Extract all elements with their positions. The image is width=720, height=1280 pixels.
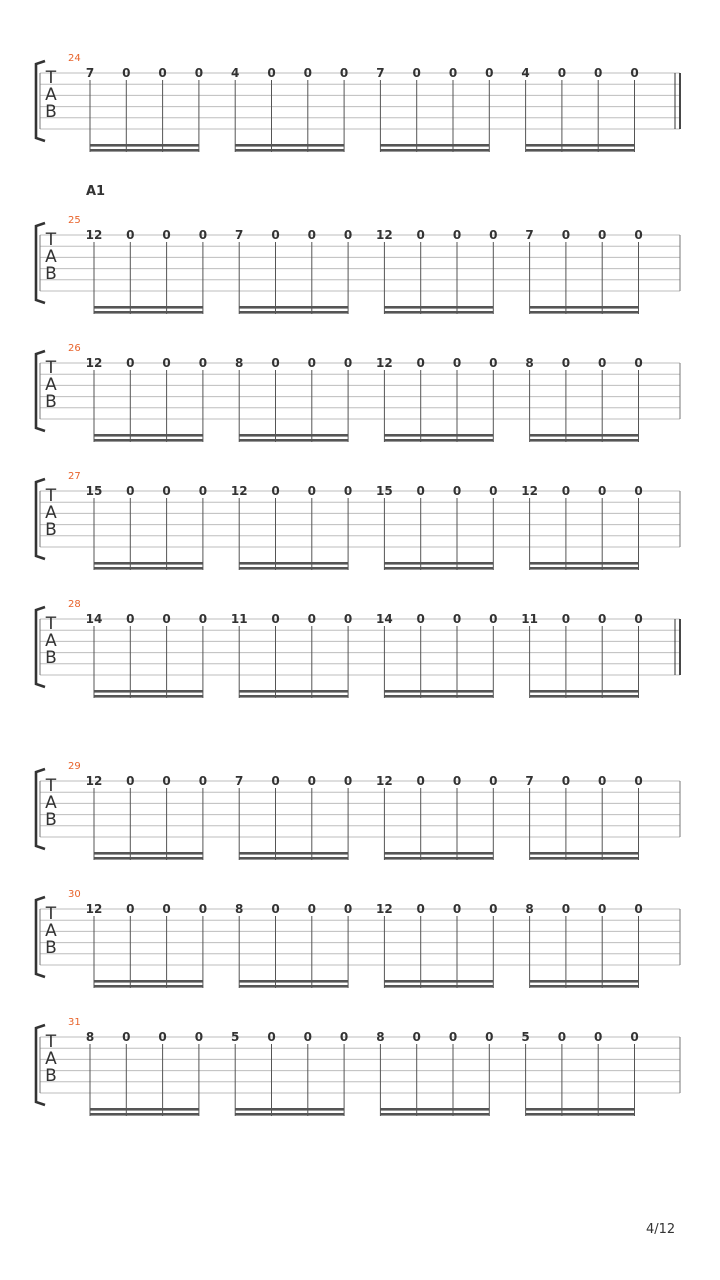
tab-clef-letter: T [45,1032,57,1052]
fret-number: 0 [416,612,425,626]
fret-number: 0 [343,902,353,916]
beam [526,1113,635,1116]
beam [239,857,348,860]
tab-clef-letter: T [45,358,57,378]
beam [239,439,348,442]
beam [384,852,493,855]
fret-number: 0 [271,356,280,370]
tab-clef-letter: B [45,520,57,540]
fret-number: 0 [489,356,498,370]
beam [239,434,348,437]
fret-number: 0 [489,484,498,498]
beam [90,1108,199,1111]
fret-number: 0 [162,484,171,498]
fret-number: 0 [452,356,462,370]
beam [239,311,348,314]
fret-number: 0 [416,228,425,242]
tab-clef-letter: T [45,614,57,634]
fret-number: 0 [343,774,353,788]
fret-number: 8 [235,356,244,370]
beam [239,695,348,698]
fret-number: 0 [339,1030,349,1044]
tab-clef-letter: A [45,793,57,813]
beam [239,852,348,855]
tab-clef-letter: B [45,810,57,830]
fret-number: 8 [85,1030,95,1044]
tab-clef-letter: B [45,392,57,412]
fret-number: 0 [122,66,131,80]
beam [530,695,639,698]
fret-number: 0 [343,612,353,626]
fret-number: 0 [271,774,280,788]
beam [530,980,639,983]
beam [530,434,639,437]
fret-number: 0 [416,774,425,788]
beam [530,852,639,855]
fret-number: 0 [561,902,571,916]
beam [94,690,203,693]
fret-number: 0 [452,228,462,242]
fret-number: 4 [231,66,240,80]
fret-number: 12 [230,484,248,498]
fret-number: 0 [489,902,498,916]
fret-number: 12 [521,484,538,498]
tab-clef-letter: A [45,1049,57,1069]
fret-number: 0 [561,484,571,498]
fret-number: 0 [271,484,280,498]
measure-number: 28 [68,599,81,610]
fret-number: 0 [162,612,171,626]
fret-number: 0 [452,484,462,498]
fret-number: 8 [525,356,534,370]
beam [235,1113,344,1116]
section-marker: A1 [86,184,106,199]
beam [384,562,493,565]
beam [94,567,203,570]
beam [384,857,493,860]
beam [380,1113,489,1116]
fret-number: 4 [521,66,530,80]
fret-number: 7 [85,66,95,80]
fret-number: 12 [85,228,103,242]
fret-number: 7 [525,228,534,242]
fret-number: 0 [412,1030,421,1044]
fret-number: 0 [198,612,208,626]
beam [239,306,348,309]
fret-number: 0 [158,1030,167,1044]
beam [235,144,344,147]
fret-number: 0 [630,1030,639,1044]
fret-number: 0 [416,902,425,916]
fret-number: 0 [452,774,462,788]
tab-clef-letter: A [45,375,57,395]
fret-number: 0 [634,612,643,626]
measure-number: 25 [68,215,81,226]
beam [384,567,493,570]
fret-number: 15 [85,484,103,498]
measure-number: 26 [68,343,81,354]
tab-clef-letter: A [45,631,57,651]
fret-number: 0 [307,356,316,370]
fret-number: 0 [162,902,171,916]
fret-number: 0 [557,1030,567,1044]
beam [239,985,348,988]
beam [94,980,203,983]
measure-number: 27 [68,471,81,482]
fret-number: 0 [162,356,171,370]
beam [94,311,203,314]
fret-number: 0 [557,66,567,80]
tab-clef-letter: T [45,486,57,506]
beam [94,434,203,437]
fret-number: 0 [343,356,353,370]
fret-number: 0 [194,66,204,80]
fret-number: 0 [267,1030,276,1044]
fret-number: 0 [561,774,571,788]
fret-number: 0 [561,612,571,626]
fret-number: 0 [598,228,607,242]
tab-clef-letter: T [45,904,57,924]
fret-number: 0 [416,356,425,370]
beam [384,311,493,314]
fret-number: 12 [85,902,103,916]
fret-number: 0 [198,774,208,788]
fret-number: 0 [126,902,135,916]
beam [384,434,493,437]
fret-number: 7 [525,774,534,788]
beam [526,149,635,152]
beam [384,306,493,309]
fret-number: 12 [376,902,393,916]
fret-number: 0 [634,484,643,498]
fret-number: 12 [85,356,103,370]
beam [239,980,348,983]
fret-number: 0 [303,1030,312,1044]
fret-number: 0 [307,228,316,242]
fret-number: 7 [376,66,385,80]
fret-number: 12 [376,228,393,242]
beam [90,144,199,147]
fret-number: 0 [598,902,607,916]
fret-number: 0 [198,484,208,498]
beam [235,1108,344,1111]
tab-system [36,215,680,314]
fret-number: 0 [122,1030,131,1044]
fret-number: 0 [634,902,643,916]
beam [239,690,348,693]
beam [384,439,493,442]
fret-number: 0 [271,612,280,626]
fret-number: 0 [307,774,316,788]
fret-number: 0 [594,1030,603,1044]
fret-number: 12 [376,356,393,370]
fret-number: 0 [271,902,280,916]
fret-number: 8 [376,1030,385,1044]
tab-clef-letter: T [45,68,57,88]
tab-clef-letter: A [45,503,57,523]
beam [530,567,639,570]
fret-number: 0 [448,1030,458,1044]
beam [239,562,348,565]
page-number: 4/12 [646,1222,676,1237]
fret-number: 0 [452,612,462,626]
fret-number: 7 [235,228,244,242]
beam [90,1113,199,1116]
tab-clef-letter: B [45,648,57,668]
fret-number: 11 [230,612,248,626]
fret-number: 15 [376,484,393,498]
beam [384,695,493,698]
fret-number: 14 [85,612,103,626]
fret-number: 8 [525,902,534,916]
fret-number: 8 [235,902,244,916]
fret-number: 12 [85,774,103,788]
tab-system [36,889,680,988]
fret-number: 0 [489,774,498,788]
fret-number: 11 [521,612,538,626]
fret-number: 0 [630,66,639,80]
fret-number: 0 [489,228,498,242]
fret-number: 7 [235,774,244,788]
fret-number: 0 [126,484,135,498]
beam [530,311,639,314]
tab-system [36,471,680,570]
beam [530,985,639,988]
fret-number: 0 [271,228,280,242]
beam [94,562,203,565]
fret-number: 0 [448,66,458,80]
fret-number: 12 [376,774,393,788]
fret-number: 0 [126,228,135,242]
beam [94,306,203,309]
tab-system [36,343,680,442]
fret-number: 0 [343,484,353,498]
tab-clef-letter: B [45,264,57,284]
tab-clef-letter: B [45,938,57,958]
fret-number: 0 [198,902,208,916]
fret-number: 0 [594,66,603,80]
fret-number: 0 [198,228,208,242]
beam [90,149,199,152]
beam [235,149,344,152]
beam [384,985,493,988]
fret-number: 0 [307,612,316,626]
fret-number: 0 [307,484,316,498]
tab-clef-letter: T [45,776,57,796]
tab-clef-letter: T [45,230,57,250]
measure-number: 29 [68,761,81,772]
tab-clef-letter: B [45,1066,57,1086]
beam [94,852,203,855]
fret-number: 5 [231,1030,240,1044]
fret-number: 0 [598,356,607,370]
fret-number: 0 [634,228,643,242]
tab-clef-letter: A [45,85,57,105]
measure-number: 30 [68,889,81,900]
fret-number: 0 [126,612,135,626]
beam [530,306,639,309]
fret-number: 0 [126,774,135,788]
beam [380,149,489,152]
tab-clef-letter: A [45,921,57,941]
tab-system [36,1017,680,1116]
fret-number: 0 [598,612,607,626]
fret-number: 0 [158,66,167,80]
fret-number: 0 [489,612,498,626]
beam [94,695,203,698]
tab-system [36,53,680,152]
fret-number: 0 [598,484,607,498]
fret-number: 0 [561,228,571,242]
beam [94,985,203,988]
beam [94,439,203,442]
measure-number: 31 [68,1017,81,1028]
beam [530,439,639,442]
fret-number: 0 [194,1030,204,1044]
fret-number: 0 [162,774,171,788]
fret-number: 0 [307,902,316,916]
fret-number: 0 [485,66,494,80]
tab-system [36,761,680,860]
beam [380,1108,489,1111]
beam [384,690,493,693]
fret-number: 0 [561,356,571,370]
fret-number: 0 [416,484,425,498]
fret-number: 0 [598,774,607,788]
fret-number: 0 [452,902,462,916]
measure-number: 24 [68,53,81,64]
fret-number: 0 [634,356,643,370]
tab-clef-letter: A [45,247,57,267]
beam [239,567,348,570]
fret-number: 0 [162,228,171,242]
fret-number: 0 [303,66,312,80]
fret-number: 14 [376,612,393,626]
beam [526,1108,635,1111]
fret-number: 0 [634,774,643,788]
tab-clef-letter: B [45,102,57,122]
fret-number: 0 [343,228,353,242]
fret-number: 0 [485,1030,494,1044]
beam [380,144,489,147]
fret-number: 0 [339,66,349,80]
beam [530,857,639,860]
beam [530,690,639,693]
fret-number: 5 [521,1030,530,1044]
fret-number: 0 [267,66,276,80]
beam [530,562,639,565]
fret-number: 0 [198,356,208,370]
beam [526,144,635,147]
beam [384,980,493,983]
fret-number: 0 [412,66,421,80]
tab-system [36,599,680,698]
beam [94,857,203,860]
fret-number: 0 [126,356,135,370]
